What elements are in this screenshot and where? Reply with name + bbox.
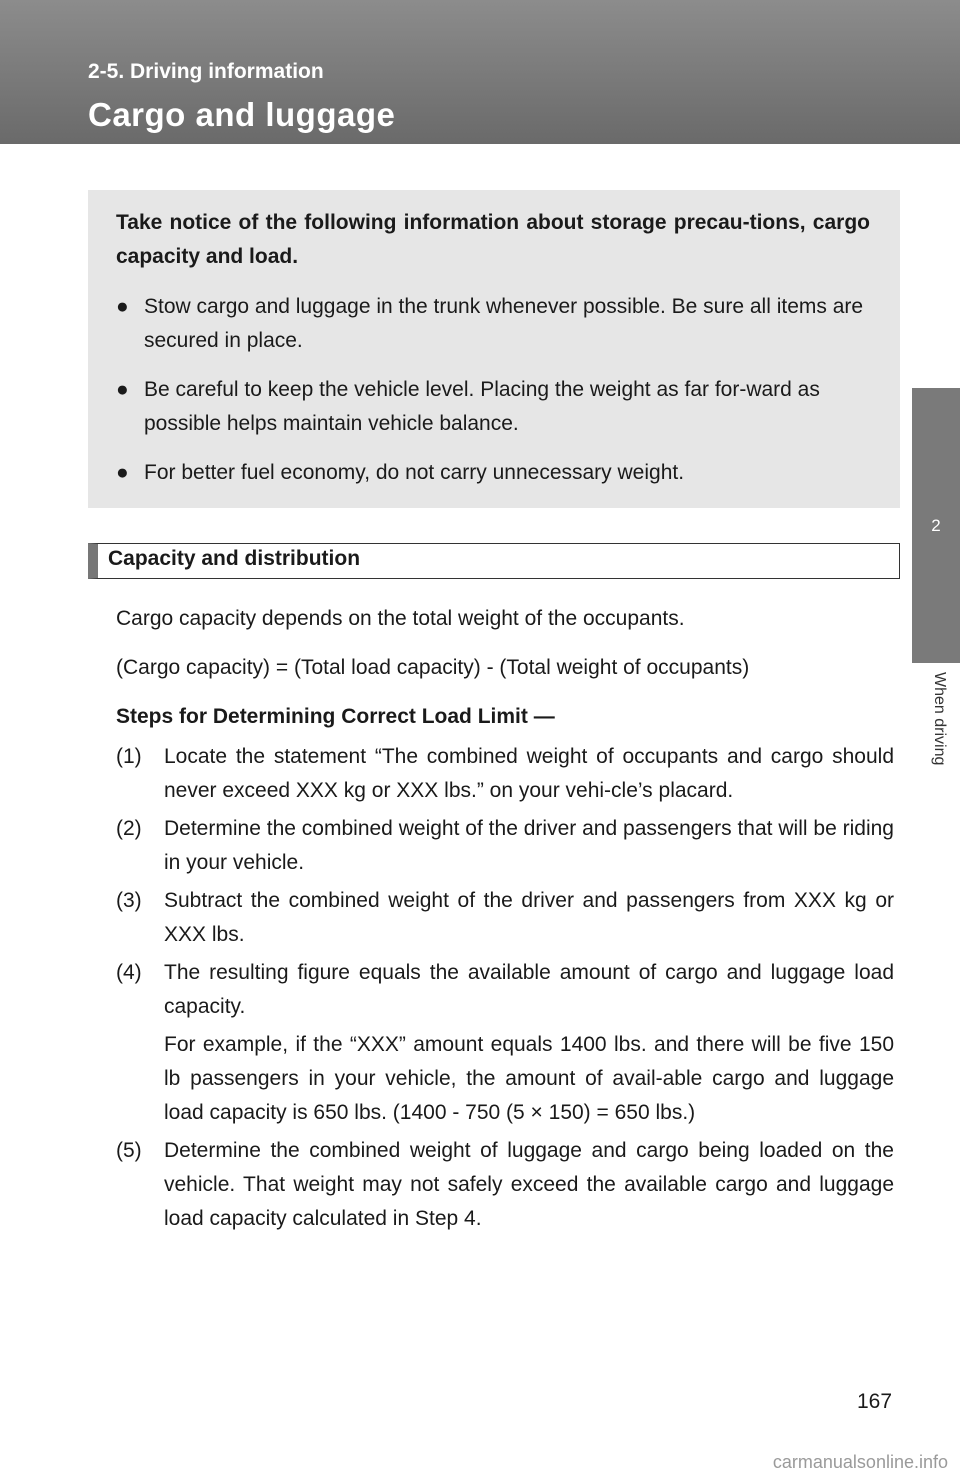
list-item: [116, 456, 870, 490]
step-item: [116, 740, 894, 808]
section-label: 2-5. Driving information: [88, 60, 324, 83]
step-body: [164, 956, 894, 1130]
step-text: Subtract the combined weight of the driver and passengers from XXX kg or XXX lbs.: [164, 889, 894, 946]
step-example: For example, if the “XXX” amount equals 1400 lbs. and there will be five 150 lb passengers in your vehicle, the amount of avail-able cargo and luggage load capacity is 650 lbs. (1400 - 750 (5 × 150) = 650 lbs.): [164, 1033, 894, 1124]
notice-list: [116, 290, 870, 490]
capacity-paragraph: Cargo capacity depends on the total weight of the occupants.: [116, 607, 685, 630]
step-item: [116, 812, 894, 880]
notice-box: [88, 190, 900, 508]
step-item: [116, 956, 894, 1130]
step-number: (5): [116, 1139, 142, 1162]
notice-intro: Take notice of the following information about storage precau-tions, cargo capacity and load.: [116, 211, 870, 268]
step-text: Determine the combined weight of luggage and cargo being loaded on the vehicle. That weight may not safely exceed the available cargo and luggage load capacity calculated in Step 4.: [164, 1139, 894, 1230]
list-item: [116, 373, 870, 441]
step-number: (2): [116, 817, 142, 840]
list-item-text: Be careful to keep the vehicle level. Placing the weight as far for-ward as possible helps maintain vehicle balance.: [144, 378, 820, 435]
chapter-number: 2: [912, 388, 960, 663]
steps-list: [116, 740, 894, 1240]
page-title: Cargo and luggage: [88, 96, 396, 133]
step-number: (4): [116, 961, 142, 984]
page-number: 167: [857, 1390, 893, 1413]
section-heading: [88, 543, 900, 579]
capacity-formula: (Cargo capacity) = (Total load capacity) - (Total weight of occupants): [116, 656, 750, 679]
step-item: [116, 884, 894, 952]
list-item-text: For better fuel economy, do not carry unnecessary weight.: [144, 461, 685, 484]
steps-heading: Steps for Determining Correct Load Limit —: [116, 705, 555, 728]
step-item: [116, 1134, 894, 1236]
step-number: (3): [116, 889, 142, 912]
step-text: Locate the statement “The combined weight of occupants and cargo should never exceed XXX kg or XXX lbs.” on your vehi-cle’s placard.: [164, 745, 894, 802]
watermark: carmanualsonline.info: [772, 1452, 948, 1472]
step-text: Determine the combined weight of the driver and passengers that will be riding in your vehicle.: [164, 817, 894, 874]
chapter-header: [0, 0, 960, 144]
list-item: [116, 290, 870, 358]
step-number: (1): [116, 745, 142, 768]
bullet-icon: ●: [116, 378, 129, 401]
chapter-label: When driving: [931, 672, 948, 766]
section-heading-text: Capacity and distribution: [108, 547, 361, 570]
list-item-text: Stow cargo and luggage in the trunk whenever possible. Be sure all items are secured in place.: [144, 295, 864, 352]
bullet-icon: ●: [116, 295, 129, 318]
chapter-side-tab: [912, 144, 960, 804]
step-text: The resulting figure equals the available amount of cargo and luggage load capacity.: [164, 961, 894, 1018]
bullet-icon: ●: [116, 461, 129, 484]
